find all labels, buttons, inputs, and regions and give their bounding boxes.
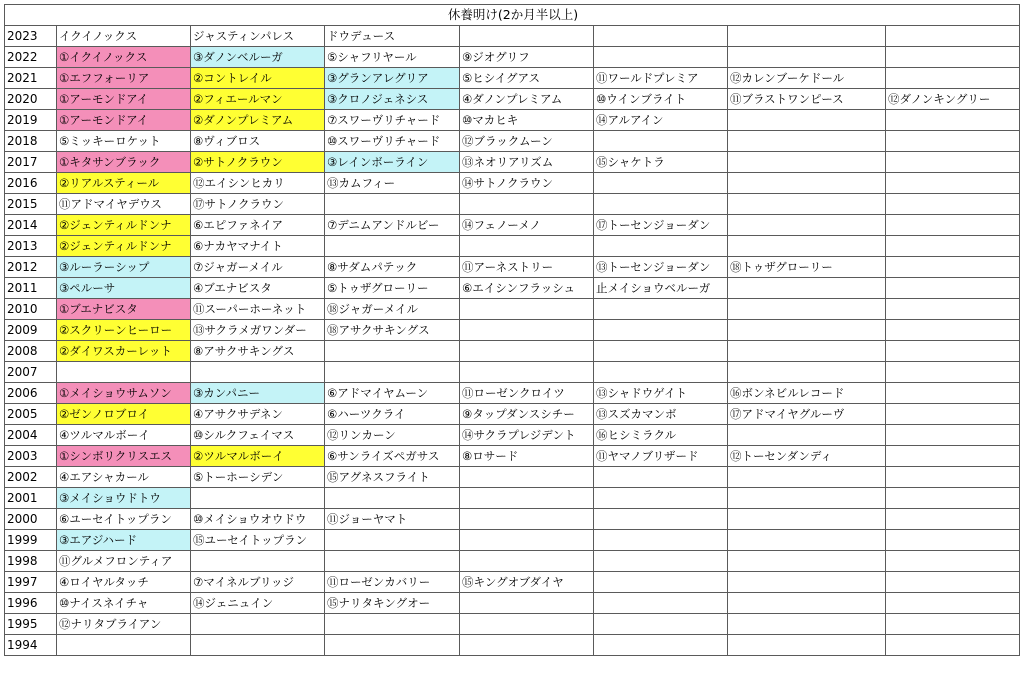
horse-cell[interactable] — [325, 530, 460, 551]
horse-cell[interactable]: ⑩シルクフェイマス — [191, 425, 325, 446]
horse-cell[interactable]: ⑬サクラメガワンダー — [191, 320, 325, 341]
year-cell[interactable]: 2022 — [5, 47, 57, 68]
horse-cell[interactable] — [886, 173, 1020, 194]
horse-cell[interactable] — [886, 572, 1020, 593]
horse-cell[interactable]: ⑱アサクサキングス — [325, 320, 460, 341]
horse-cell[interactable]: ⑩メイショウオウドウ — [191, 509, 325, 530]
year-cell[interactable]: 2001 — [5, 488, 57, 509]
year-cell[interactable]: 1997 — [5, 572, 57, 593]
horse-cell[interactable] — [191, 551, 325, 572]
horse-cell[interactable] — [728, 47, 886, 68]
horse-cell[interactable] — [460, 194, 594, 215]
horse-cell[interactable] — [191, 635, 325, 656]
horse-cell[interactable]: ⑤トゥザグローリー — [325, 278, 460, 299]
horse-cell[interactable] — [886, 131, 1020, 152]
horse-cell[interactable]: ⑭サクラプレジデント — [460, 425, 594, 446]
horse-cell[interactable]: ②ツルマルボーイ — [191, 446, 325, 467]
horse-cell[interactable] — [594, 614, 728, 635]
horse-cell[interactable] — [886, 341, 1020, 362]
horse-cell[interactable] — [460, 320, 594, 341]
horse-cell[interactable] — [886, 404, 1020, 425]
horse-cell[interactable]: ⑤ミッキーロケット — [57, 131, 191, 152]
horse-cell[interactable] — [886, 425, 1020, 446]
table-row — [5, 425, 1020, 446]
horse-cell[interactable] — [325, 635, 460, 656]
horse-cell[interactable]: ④ダノンプレミアム — [460, 89, 594, 110]
horse-cell[interactable] — [728, 530, 886, 551]
table-row — [5, 614, 1020, 635]
horse-cell[interactable]: ⑭ジェニュイン — [191, 593, 325, 614]
horse-cell[interactable]: ②ジェンティルドンナ — [57, 236, 191, 257]
horse-cell[interactable] — [728, 110, 886, 131]
table-row — [5, 47, 1020, 68]
horse-cell[interactable]: ①キタサンブラック — [57, 152, 191, 173]
year-cell[interactable]: 2012 — [5, 257, 57, 278]
horse-cell[interactable]: ③ダノンベルーガ — [191, 47, 325, 68]
horse-cell[interactable]: ④アサクサデネン — [191, 404, 325, 425]
horse-cell[interactable]: ②ダイワスカーレット — [57, 341, 191, 362]
horse-cell[interactable] — [191, 362, 325, 383]
table-row — [5, 593, 1020, 614]
horse-cell[interactable]: ジャスティンパレス — [191, 26, 325, 47]
horse-cell[interactable] — [57, 362, 191, 383]
horse-cell[interactable]: ⑦ジャガーメイル — [191, 257, 325, 278]
table-row — [5, 320, 1020, 341]
year-cell[interactable]: 2013 — [5, 236, 57, 257]
horse-cell[interactable]: ⑨ジオグリフ — [460, 47, 594, 68]
horse-cell[interactable]: ③ペルーサ — [57, 278, 191, 299]
horse-cell[interactable] — [886, 110, 1020, 131]
horse-cell[interactable]: ⑪ジョーヤマト — [325, 509, 460, 530]
horse-cell[interactable]: ⑥エイシンフラッシュ — [460, 278, 594, 299]
horse-cell[interactable]: ①エフフォーリア — [57, 68, 191, 89]
horse-cell[interactable]: ⑧アサクサキングス — [191, 341, 325, 362]
horse-cell[interactable] — [886, 383, 1020, 404]
table-row — [5, 572, 1020, 593]
horse-cell[interactable]: ⑰トーセンジョーダン — [594, 215, 728, 236]
horse-cell[interactable]: ⑰アドマイヤグルーヴ — [728, 404, 886, 425]
horse-cell[interactable] — [460, 509, 594, 530]
year-cell[interactable]: 2007 — [5, 362, 57, 383]
horse-cell[interactable]: ⑭フェノーメノ — [460, 215, 594, 236]
horse-cell[interactable]: ⑯ボンネビルレコード — [728, 383, 886, 404]
horse-cell[interactable] — [191, 488, 325, 509]
table-row — [5, 173, 1020, 194]
horse-cell[interactable] — [594, 236, 728, 257]
horse-cell[interactable] — [325, 236, 460, 257]
horse-cell[interactable] — [728, 215, 886, 236]
year-cell[interactable]: 2009 — [5, 320, 57, 341]
horse-cell[interactable] — [886, 236, 1020, 257]
horse-cell[interactable] — [728, 173, 886, 194]
horse-cell[interactable]: ドウデュース — [325, 26, 460, 47]
horse-cell[interactable] — [460, 299, 594, 320]
horse-cell[interactable]: ⑬シャドウゲイト — [594, 383, 728, 404]
horse-cell[interactable] — [325, 614, 460, 635]
table-row — [5, 383, 1020, 404]
horse-cell[interactable]: ⑩ウインブライト — [594, 89, 728, 110]
horse-cell[interactable] — [886, 299, 1020, 320]
horse-cell[interactable] — [594, 362, 728, 383]
horse-cell[interactable]: ⑦デニムアンドルビー — [325, 215, 460, 236]
horse-cell[interactable] — [886, 446, 1020, 467]
year-cell[interactable]: 2011 — [5, 278, 57, 299]
horse-cell[interactable] — [594, 320, 728, 341]
horse-cell[interactable] — [728, 341, 886, 362]
horse-cell[interactable] — [886, 614, 1020, 635]
table-row — [5, 110, 1020, 131]
horse-cell[interactable] — [886, 488, 1020, 509]
horse-cell[interactable] — [594, 26, 728, 47]
horse-cell[interactable] — [594, 47, 728, 68]
horse-cell[interactable] — [886, 635, 1020, 656]
year-cell[interactable]: 2021 — [5, 68, 57, 89]
horse-cell[interactable]: ⑦マイネルブリッジ — [191, 572, 325, 593]
year-cell[interactable]: 2015 — [5, 194, 57, 215]
horse-cell[interactable] — [460, 551, 594, 572]
year-cell[interactable]: 2014 — [5, 215, 57, 236]
horse-cell[interactable]: ⑧ヴィブロス — [191, 131, 325, 152]
horse-cell[interactable]: ①アーモンドアイ — [57, 89, 191, 110]
horse-cell[interactable] — [325, 488, 460, 509]
table-row — [5, 446, 1020, 467]
horse-cell[interactable] — [594, 509, 728, 530]
table-row — [5, 341, 1020, 362]
horse-cell[interactable]: ②サトノクラウン — [191, 152, 325, 173]
horse-cell[interactable] — [886, 320, 1020, 341]
horse-cell[interactable]: ⑪アーネストリー — [460, 257, 594, 278]
horse-cell[interactable] — [460, 530, 594, 551]
table-row — [5, 467, 1020, 488]
horse-cell[interactable]: イクイノックス — [57, 26, 191, 47]
horse-cell[interactable] — [57, 635, 191, 656]
table-row — [5, 551, 1020, 572]
year-cell[interactable]: 1998 — [5, 551, 57, 572]
year-cell[interactable]: 2023 — [5, 26, 57, 47]
horse-cell[interactable] — [594, 572, 728, 593]
year-cell[interactable]: 2020 — [5, 89, 57, 110]
horse-cell[interactable]: ④エアシャカール — [57, 467, 191, 488]
horse-cell[interactable] — [594, 173, 728, 194]
horse-cell[interactable]: ⑯ヒシミラクル — [594, 425, 728, 446]
year-cell[interactable]: 1994 — [5, 635, 57, 656]
horse-cell[interactable] — [886, 26, 1020, 47]
horse-cell[interactable]: ⑱ジャガーメイル — [325, 299, 460, 320]
year-cell[interactable]: 2003 — [5, 446, 57, 467]
horse-cell[interactable]: ⑫ブラックムーン — [460, 131, 594, 152]
horse-cell[interactable]: ⑮シャケトラ — [594, 152, 728, 173]
horse-cell[interactable]: ⑱トゥザグローリー — [728, 257, 886, 278]
horse-cell[interactable]: ③カンパニー — [191, 383, 325, 404]
horse-cell[interactable]: ①メイショウサムソン — [57, 383, 191, 404]
table-row — [5, 509, 1020, 530]
horse-cell[interactable]: ③クロノジェネシス — [325, 89, 460, 110]
horse-cell[interactable]: ⑪ブラストワンピース — [728, 89, 886, 110]
horse-cell[interactable] — [728, 194, 886, 215]
horse-cell[interactable]: ⑥サンライズペガサス — [325, 446, 460, 467]
horse-cell[interactable] — [886, 593, 1020, 614]
horse-cell[interactable]: ③レインボーライン — [325, 152, 460, 173]
horse-cell[interactable] — [460, 488, 594, 509]
horse-cell[interactable]: ⑪スーパーホーネット — [191, 299, 325, 320]
horse-cell[interactable]: ⑫エイシンヒカリ — [191, 173, 325, 194]
horse-cell[interactable] — [728, 593, 886, 614]
horse-cell[interactable]: ⑩マカヒキ — [460, 110, 594, 131]
table-row — [5, 215, 1020, 236]
horse-cell[interactable] — [594, 194, 728, 215]
horse-cell[interactable] — [886, 530, 1020, 551]
horse-cell[interactable]: ④ツルマルボーイ — [57, 425, 191, 446]
table-row — [5, 68, 1020, 89]
horse-cell[interactable]: ⑮キングオブダイヤ — [460, 572, 594, 593]
horse-cell[interactable] — [325, 194, 460, 215]
year-cell[interactable]: 1996 — [5, 593, 57, 614]
table-row — [5, 488, 1020, 509]
horse-cell[interactable] — [594, 299, 728, 320]
horse-cell[interactable]: ⑩スワーヴリチャード — [325, 131, 460, 152]
horse-cell[interactable]: ⑪ローゼンカバリー — [325, 572, 460, 593]
horse-cell[interactable] — [460, 341, 594, 362]
horse-cell[interactable]: ⑤トーホーシデン — [191, 467, 325, 488]
year-cell[interactable]: 2008 — [5, 341, 57, 362]
table-row — [5, 26, 1020, 47]
horse-cell[interactable]: ④ロイヤルタッチ — [57, 572, 191, 593]
horse-cell[interactable] — [325, 341, 460, 362]
table-row — [5, 299, 1020, 320]
table-row — [5, 278, 1020, 299]
horse-cell[interactable]: ③エアジハード — [57, 530, 191, 551]
horse-cell[interactable]: ②ジェンティルドンナ — [57, 215, 191, 236]
horse-cell[interactable] — [886, 152, 1020, 173]
horse-cell[interactable]: ⑭アルアイン — [594, 110, 728, 131]
horse-cell[interactable]: ①イクイノックス — [57, 47, 191, 68]
horse-cell[interactable]: ⑮アグネスフライト — [325, 467, 460, 488]
horse-cell[interactable] — [886, 68, 1020, 89]
horse-cell[interactable]: ②コントレイル — [191, 68, 325, 89]
year-cell[interactable]: 2019 — [5, 110, 57, 131]
horse-cell[interactable]: ②リアルスティール — [57, 173, 191, 194]
horse-cell[interactable]: ⑪ワールドプレミア — [594, 68, 728, 89]
horse-cell[interactable] — [886, 278, 1020, 299]
horse-cell[interactable] — [728, 425, 886, 446]
year-cell[interactable]: 2010 — [5, 299, 57, 320]
horse-cell[interactable]: ①シンボリクリスエス — [57, 446, 191, 467]
table-row — [5, 257, 1020, 278]
horse-cell[interactable] — [460, 26, 594, 47]
horse-cell[interactable] — [728, 551, 886, 572]
table-row — [5, 194, 1020, 215]
horse-cell[interactable]: ⑧ロサード — [460, 446, 594, 467]
horse-cell[interactable] — [886, 194, 1020, 215]
horse-cell[interactable]: ⑬スズカマンボ — [594, 404, 728, 425]
horse-cell[interactable]: ⑩ナイスネイチャ — [57, 593, 191, 614]
horse-cell[interactable] — [728, 362, 886, 383]
sheet-title[interactable]: 休養明け(2か月半以上) — [5, 5, 1020, 26]
horse-cell[interactable] — [728, 26, 886, 47]
horse-cell[interactable] — [594, 530, 728, 551]
horse-cell[interactable]: ③グランアレグリア — [325, 68, 460, 89]
horse-cell[interactable]: ⑧サダムパテック — [325, 257, 460, 278]
horse-cell[interactable] — [886, 47, 1020, 68]
horse-cell[interactable] — [460, 635, 594, 656]
year-cell[interactable]: 1995 — [5, 614, 57, 635]
horse-cell[interactable] — [460, 467, 594, 488]
horse-cell[interactable]: ③ルーラーシップ — [57, 257, 191, 278]
horse-cell[interactable] — [728, 635, 886, 656]
horse-cell[interactable]: ⑥エピファネイア — [191, 215, 325, 236]
year-cell[interactable]: 2002 — [5, 467, 57, 488]
horse-cell[interactable] — [460, 236, 594, 257]
table-row — [5, 89, 1020, 110]
horse-cell[interactable] — [728, 509, 886, 530]
horse-cell[interactable] — [460, 614, 594, 635]
horse-cell[interactable] — [460, 593, 594, 614]
table-row — [5, 404, 1020, 425]
horse-cell[interactable] — [728, 299, 886, 320]
horse-cell[interactable] — [728, 278, 886, 299]
table-row — [5, 362, 1020, 383]
horse-cell[interactable]: 止メイショウベルーガ — [594, 278, 728, 299]
horse-cell[interactable]: ①ブエナビスタ — [57, 299, 191, 320]
horse-cell[interactable]: ①アーモンドアイ — [57, 110, 191, 131]
horse-cell[interactable] — [460, 362, 594, 383]
horse-cell[interactable]: ⑪グルメフロンティア — [57, 551, 191, 572]
horse-cell[interactable] — [728, 131, 886, 152]
horse-cell[interactable]: ②ダノンプレミアム — [191, 110, 325, 131]
horse-cell[interactable] — [325, 362, 460, 383]
horse-cell[interactable]: ⑰サトノクラウン — [191, 194, 325, 215]
horse-cell[interactable] — [594, 341, 728, 362]
horse-cell[interactable]: ⑭サトノクラウン — [460, 173, 594, 194]
year-cell[interactable]: 2018 — [5, 131, 57, 152]
horse-cell[interactable]: ⑤ヒシイグアス — [460, 68, 594, 89]
year-cell[interactable]: 2005 — [5, 404, 57, 425]
spreadsheet-table — [4, 4, 1020, 656]
year-cell[interactable]: 2004 — [5, 425, 57, 446]
horse-cell[interactable] — [886, 467, 1020, 488]
horse-cell[interactable]: ⑮ナリタキングオー — [325, 593, 460, 614]
title-row — [5, 5, 1020, 26]
horse-cell[interactable]: ⑥アドマイヤムーン — [325, 383, 460, 404]
table-row — [5, 236, 1020, 257]
horse-cell[interactable] — [728, 236, 886, 257]
horse-cell[interactable]: ⑫カレンブーケドール — [728, 68, 886, 89]
horse-cell[interactable]: ⑫ナリタブライアン — [57, 614, 191, 635]
horse-cell[interactable] — [886, 257, 1020, 278]
horse-cell[interactable] — [594, 593, 728, 614]
horse-cell[interactable] — [728, 614, 886, 635]
horse-cell[interactable] — [594, 131, 728, 152]
table-row — [5, 530, 1020, 551]
horse-cell[interactable]: ⑤シャフリヤール — [325, 47, 460, 68]
horse-cell[interactable]: ⑥ハーツクライ — [325, 404, 460, 425]
horse-cell[interactable] — [728, 467, 886, 488]
horse-cell[interactable] — [325, 551, 460, 572]
year-cell[interactable]: 2016 — [5, 173, 57, 194]
horse-cell[interactable] — [728, 572, 886, 593]
horse-cell[interactable]: ⑥ユーセイトップラン — [57, 509, 191, 530]
horse-cell[interactable]: ④ブエナビスタ — [191, 278, 325, 299]
horse-cell[interactable]: ②スクリーンヒーロー — [57, 320, 191, 341]
horse-cell[interactable]: ⑬カムフィー — [325, 173, 460, 194]
horse-cell[interactable] — [886, 215, 1020, 236]
horse-cell[interactable]: ⑫トーセンダンディ — [728, 446, 886, 467]
year-cell[interactable]: 2017 — [5, 152, 57, 173]
horse-cell[interactable]: ⑫リンカーン — [325, 425, 460, 446]
horse-cell[interactable] — [594, 488, 728, 509]
horse-cell[interactable] — [886, 509, 1020, 530]
horse-cell[interactable]: ⑦スワーヴリチャード — [325, 110, 460, 131]
horse-cell[interactable] — [728, 320, 886, 341]
table-row — [5, 131, 1020, 152]
horse-cell[interactable]: ③メイショウドトウ — [57, 488, 191, 509]
horse-cell[interactable]: ②フィエールマン — [191, 89, 325, 110]
horse-cell[interactable] — [594, 467, 728, 488]
horse-cell[interactable]: ⑥ナカヤマナイト — [191, 236, 325, 257]
horse-cell[interactable]: ⑬ネオリアリズム — [460, 152, 594, 173]
horse-cell[interactable] — [594, 551, 728, 572]
year-cell[interactable]: 2006 — [5, 383, 57, 404]
horse-cell[interactable] — [886, 551, 1020, 572]
horse-cell[interactable]: ⑪アドマイヤデウス — [57, 194, 191, 215]
horse-cell[interactable] — [191, 614, 325, 635]
horse-cell[interactable] — [594, 635, 728, 656]
table-row — [5, 635, 1020, 656]
horse-cell[interactable]: ⑪ヤマノブリザード — [594, 446, 728, 467]
horse-cell[interactable]: ⑬トーセンジョーダン — [594, 257, 728, 278]
year-cell[interactable]: 2000 — [5, 509, 57, 530]
table-row — [5, 152, 1020, 173]
horse-cell[interactable] — [728, 488, 886, 509]
horse-cell[interactable]: ⑨タップダンスシチー — [460, 404, 594, 425]
horse-cell[interactable]: ⑮ユーセイトップラン — [191, 530, 325, 551]
horse-cell[interactable]: ⑪ローゼンクロイツ — [460, 383, 594, 404]
horse-cell[interactable]: ⑫ダノンキングリー — [886, 89, 1020, 110]
horse-cell[interactable] — [728, 152, 886, 173]
horse-cell[interactable]: ②ゼンノロブロイ — [57, 404, 191, 425]
year-cell[interactable]: 1999 — [5, 530, 57, 551]
horse-cell[interactable] — [886, 362, 1020, 383]
